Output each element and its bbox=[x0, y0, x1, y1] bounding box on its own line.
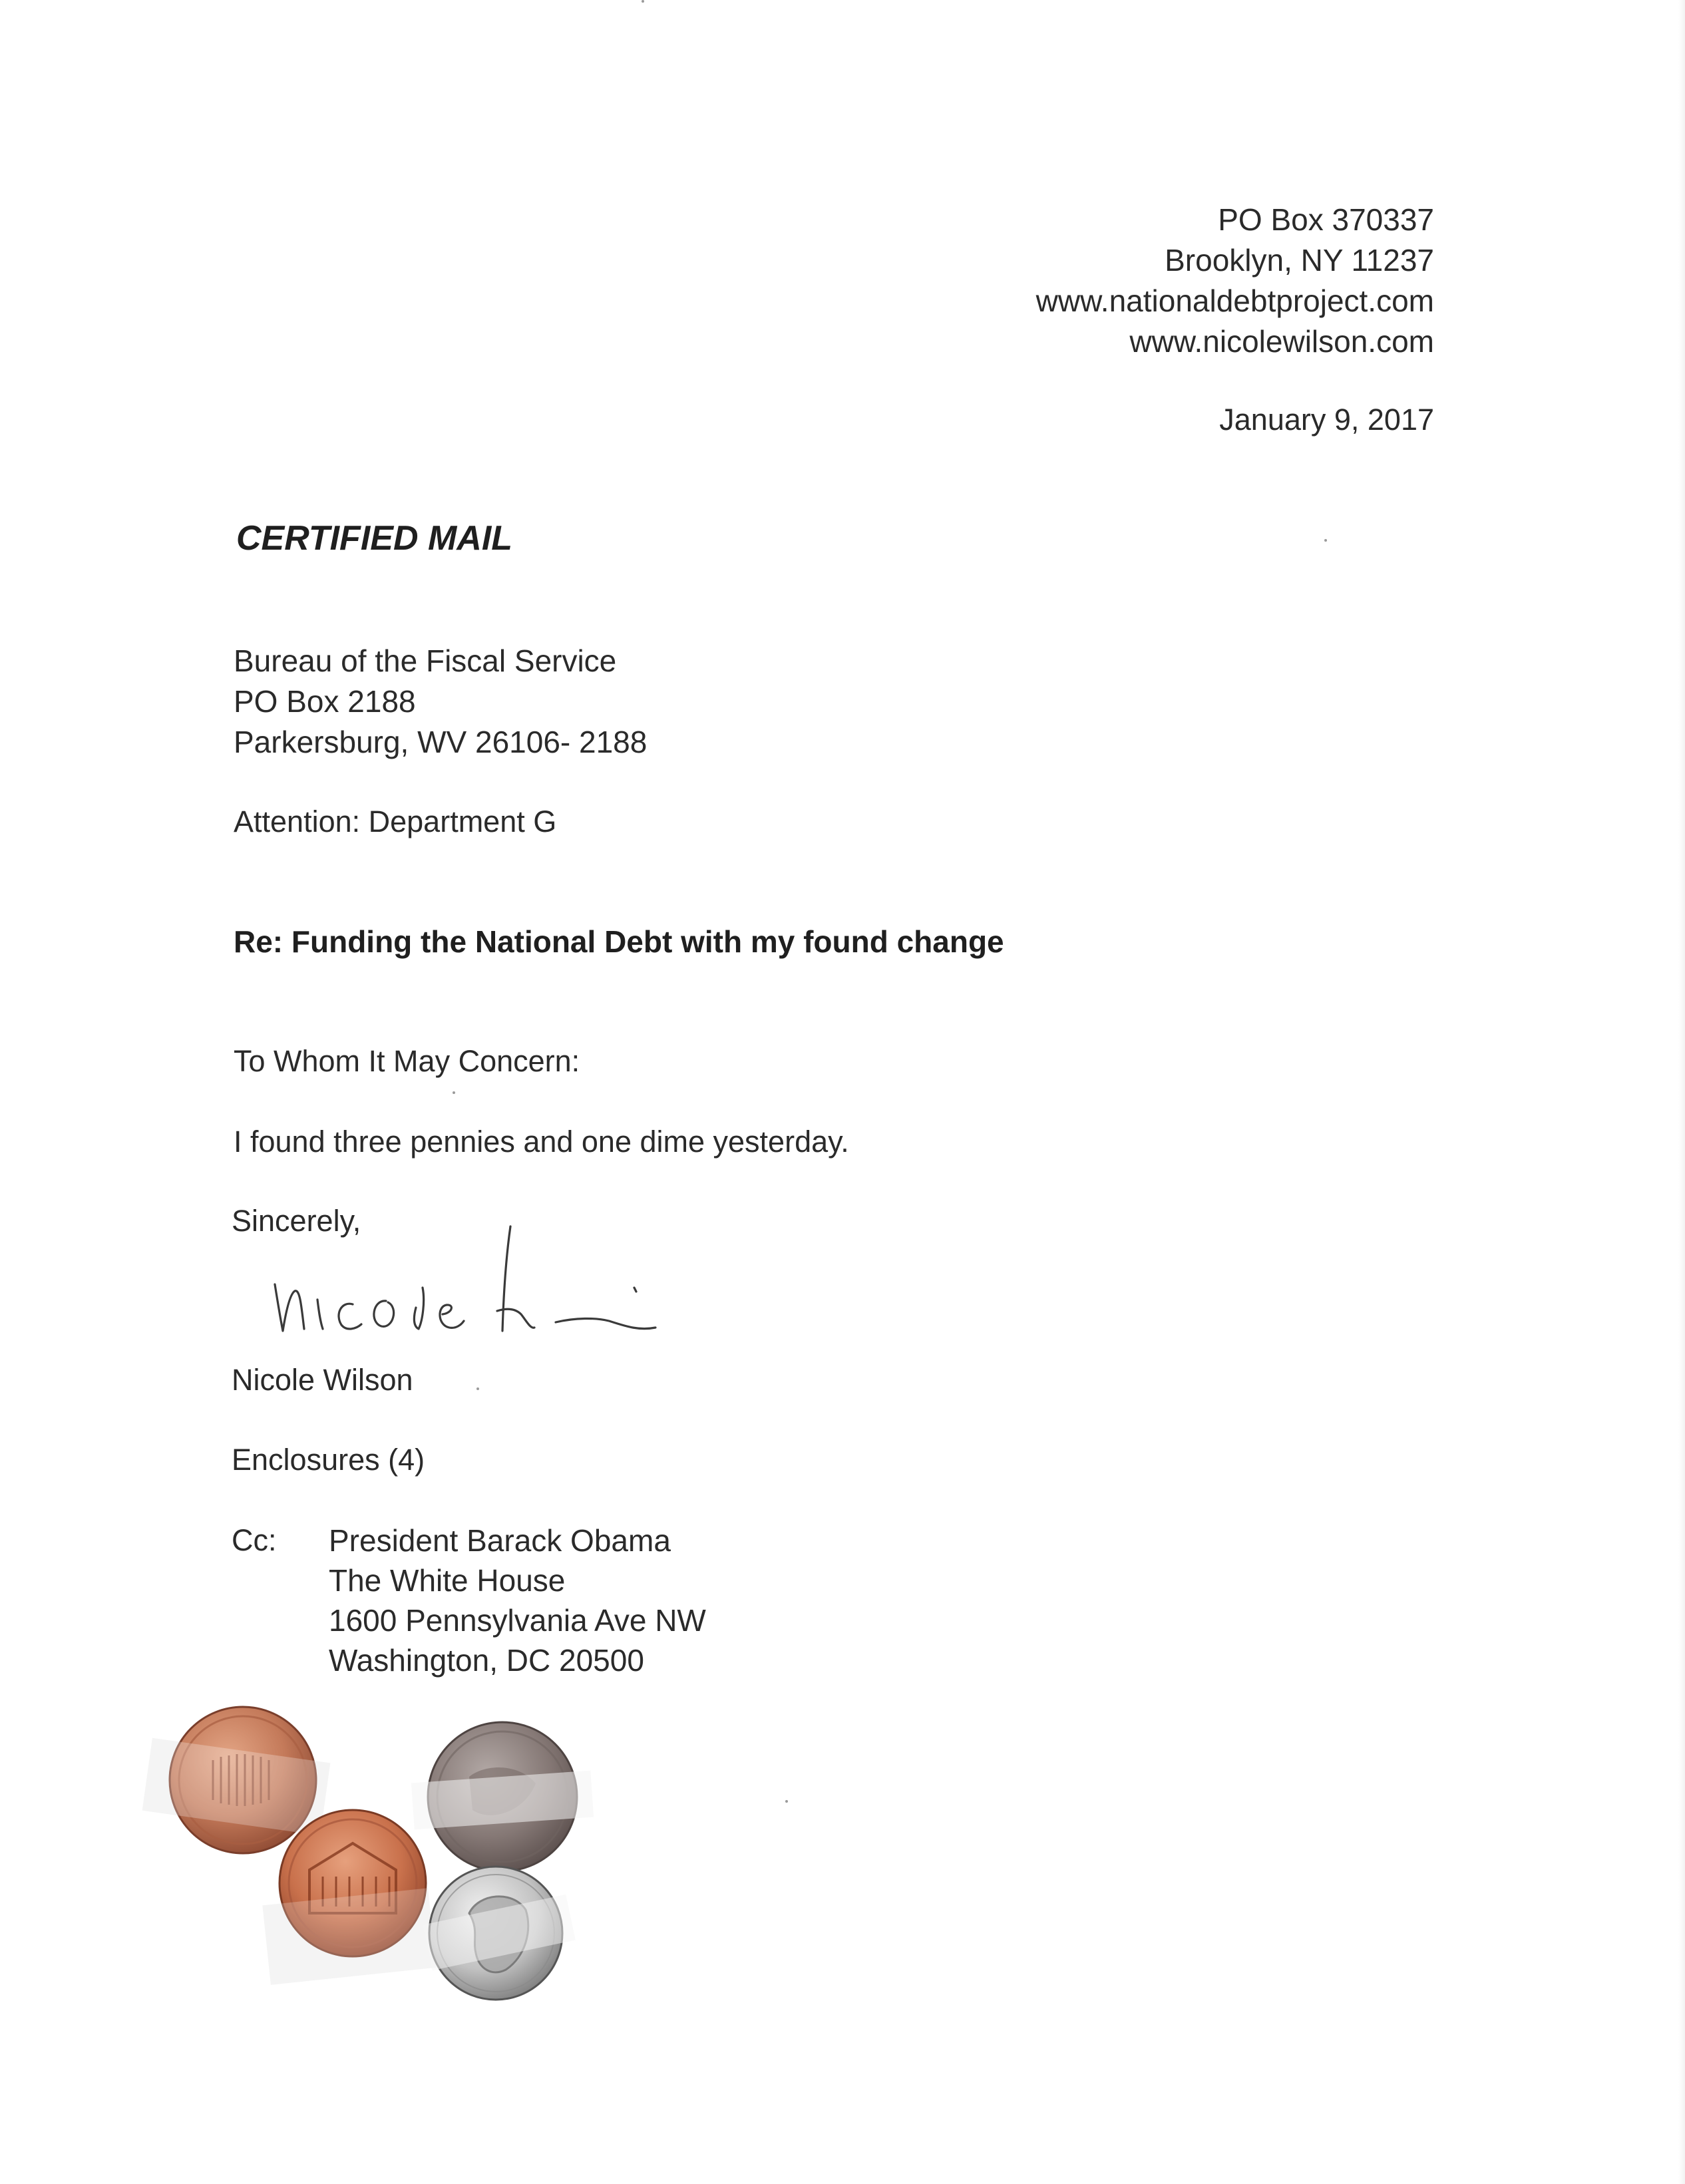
cc-line-city: Washington, DC 20500 bbox=[329, 1643, 644, 1678]
handwritten-signature bbox=[263, 1208, 675, 1354]
cc-label: Cc: bbox=[232, 1523, 277, 1557]
cc-address-block bbox=[329, 1521, 706, 1680]
sender-address-block bbox=[1036, 200, 1434, 362]
recipient-address-block bbox=[234, 641, 647, 763]
letter-date: January 9, 2017 bbox=[1219, 403, 1434, 437]
scan-speck bbox=[785, 1800, 788, 1803]
recipient-po-box: PO Box 2188 bbox=[234, 684, 416, 719]
signer-name: Nicole Wilson bbox=[232, 1363, 413, 1397]
recipient-name: Bureau of the Fiscal Service bbox=[234, 643, 617, 678]
certified-mail-heading: CERTIFIED MAIL bbox=[236, 519, 513, 558]
enclosures-line: Enclosures (4) bbox=[232, 1443, 425, 1477]
subject-line: Re: Funding the National Debt with my found change bbox=[234, 924, 1004, 959]
cc-line-street: 1600 Pennsylvania Ave NW bbox=[329, 1603, 706, 1638]
salutation: To Whom It May Concern: bbox=[234, 1044, 580, 1078]
cc-line-building: The White House bbox=[329, 1563, 566, 1598]
recipient-city-state: Parkersburg, WV 26106- 2188 bbox=[234, 725, 648, 759]
taped-coins bbox=[133, 1684, 665, 2056]
letter-body: I found three pennies and one dime yesterday. bbox=[234, 1125, 849, 1159]
closing: Sincerely, bbox=[232, 1204, 361, 1238]
cc-line-name: President Barack Obama bbox=[329, 1523, 671, 1558]
attention-line: Attention: Department G bbox=[234, 805, 557, 838]
sender-website-project: www.nationaldebtproject.com bbox=[1035, 283, 1434, 318]
tarnished-penny-coin bbox=[411, 1722, 594, 1871]
sender-website-personal: www.nicolewilson.com bbox=[1129, 324, 1434, 359]
sender-city-state: Brooklyn, NY 11237 bbox=[1165, 243, 1434, 277]
scan-speck bbox=[476, 1387, 479, 1390]
dime-coin bbox=[423, 1867, 576, 2000]
sender-po-box: PO Box 370337 bbox=[1218, 202, 1434, 237]
scan-edge-shadow bbox=[1678, 0, 1685, 2184]
scan-speck bbox=[1324, 539, 1327, 542]
scan-speck bbox=[453, 1091, 455, 1094]
scan-speck bbox=[642, 0, 644, 3]
